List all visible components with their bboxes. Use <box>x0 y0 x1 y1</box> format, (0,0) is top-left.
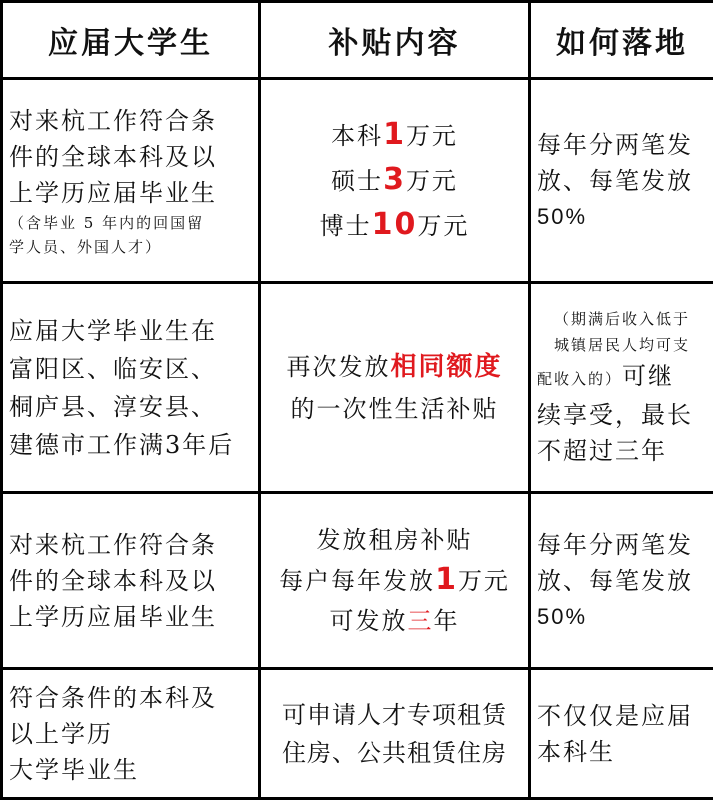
table-row <box>2 283 713 493</box>
content-text: 每户每年发放 <box>279 567 435 595</box>
text-line: 上学历应届毕业生 <box>9 599 252 635</box>
content-text: 住房、公共租赁住房 <box>267 734 522 772</box>
content-text: 发放租房补贴 <box>267 520 522 560</box>
text-line: 符合条件的本科及 <box>9 680 252 716</box>
bachelor-line <box>267 113 522 158</box>
implementation-cell <box>530 493 713 669</box>
content-cell <box>260 79 530 283</box>
text-line: 对来杭工作符合条 <box>9 527 252 563</box>
table-row <box>2 79 713 283</box>
text-line: 不超过三年 <box>537 433 707 469</box>
eligibility-cell <box>2 283 260 493</box>
header-subsidy-content: 补贴内容 <box>260 2 530 79</box>
header-row <box>2 2 713 79</box>
content-cell <box>260 283 530 493</box>
text-line: 大学毕业生 <box>9 752 252 788</box>
text-line: 不仅仅是应届 <box>537 698 707 734</box>
amount-value: 1 <box>435 562 458 597</box>
text-line: 桐庐县、淳安县、 <box>9 388 252 426</box>
implementation-cell <box>530 669 713 799</box>
content-cell <box>260 493 530 669</box>
content-line <box>267 346 522 388</box>
text-line: 件的全球本科及以 <box>9 139 252 175</box>
note-line: （含毕业 5 年内的回国留 <box>9 211 252 235</box>
unit-label: 万元 <box>458 567 510 595</box>
text-line: 每年分两笔发 <box>537 127 707 163</box>
content-line <box>267 560 522 601</box>
text-line: 放、每笔发放 <box>537 563 707 599</box>
eligibility-cell <box>2 79 260 283</box>
text-line: 件的全球本科及以 <box>9 563 252 599</box>
table-row <box>2 493 713 669</box>
amount-value: 10 <box>372 207 418 242</box>
note-tail-line <box>537 358 707 397</box>
text-line: 对来杭工作符合条 <box>9 103 252 139</box>
doctor-line <box>267 203 522 248</box>
text-line: 应届大学毕业生在 <box>9 312 252 350</box>
header-graduates: 应届大学生 <box>2 2 260 79</box>
table-row <box>2 669 713 799</box>
note-line: 城镇居民人均可支 <box>537 332 707 358</box>
highlight-text: 相同额度 <box>390 352 502 382</box>
text-line: 每年分两笔发 <box>537 527 707 563</box>
text-line: 上学历应届毕业生 <box>9 175 252 211</box>
text-line: 续享受，最长 <box>537 397 707 433</box>
amount-value: 1 <box>383 117 406 152</box>
text-line: 富阳区、临安区、 <box>9 350 252 388</box>
highlight-text: 三 <box>408 607 434 635</box>
text-line: 放、每笔发放 <box>537 163 707 199</box>
text-line: 可继 <box>622 362 674 390</box>
amount-value: 3 <box>383 162 406 197</box>
implementation-cell <box>530 79 713 283</box>
unit-label: 万元 <box>417 212 469 240</box>
text-line: 以上学历 <box>9 716 252 752</box>
implementation-cell <box>530 283 713 493</box>
content-text: 年 <box>434 607 460 635</box>
header-implementation: 如何落地 <box>530 2 713 79</box>
note-line: 配收入的） <box>537 370 622 388</box>
content-cell <box>260 669 530 799</box>
unit-label: 万元 <box>406 122 458 150</box>
content-text: 可申请人才专项租赁 <box>267 696 522 734</box>
content-text: 的一次性生活补贴 <box>267 388 522 430</box>
unit-label: 万元 <box>406 167 458 195</box>
note-line: 学人员、外国人才） <box>9 235 252 259</box>
eligibility-cell <box>2 669 260 799</box>
percent-text: 50% <box>537 199 707 235</box>
content-line <box>267 601 522 641</box>
master-line <box>267 158 522 203</box>
content-text: 再次发放 <box>286 353 390 381</box>
text-line: 本科生 <box>537 734 707 770</box>
eligibility-cell <box>2 493 260 669</box>
percent-text: 50% <box>537 599 707 635</box>
note-line: （期满后收入低于 <box>537 306 707 332</box>
degree-label: 博士 <box>320 212 372 240</box>
degree-label: 本科 <box>331 122 383 150</box>
text-line: 建德市工作满3年后 <box>9 426 252 464</box>
degree-label: 硕士 <box>331 167 383 195</box>
content-text: 可发放 <box>330 607 408 635</box>
